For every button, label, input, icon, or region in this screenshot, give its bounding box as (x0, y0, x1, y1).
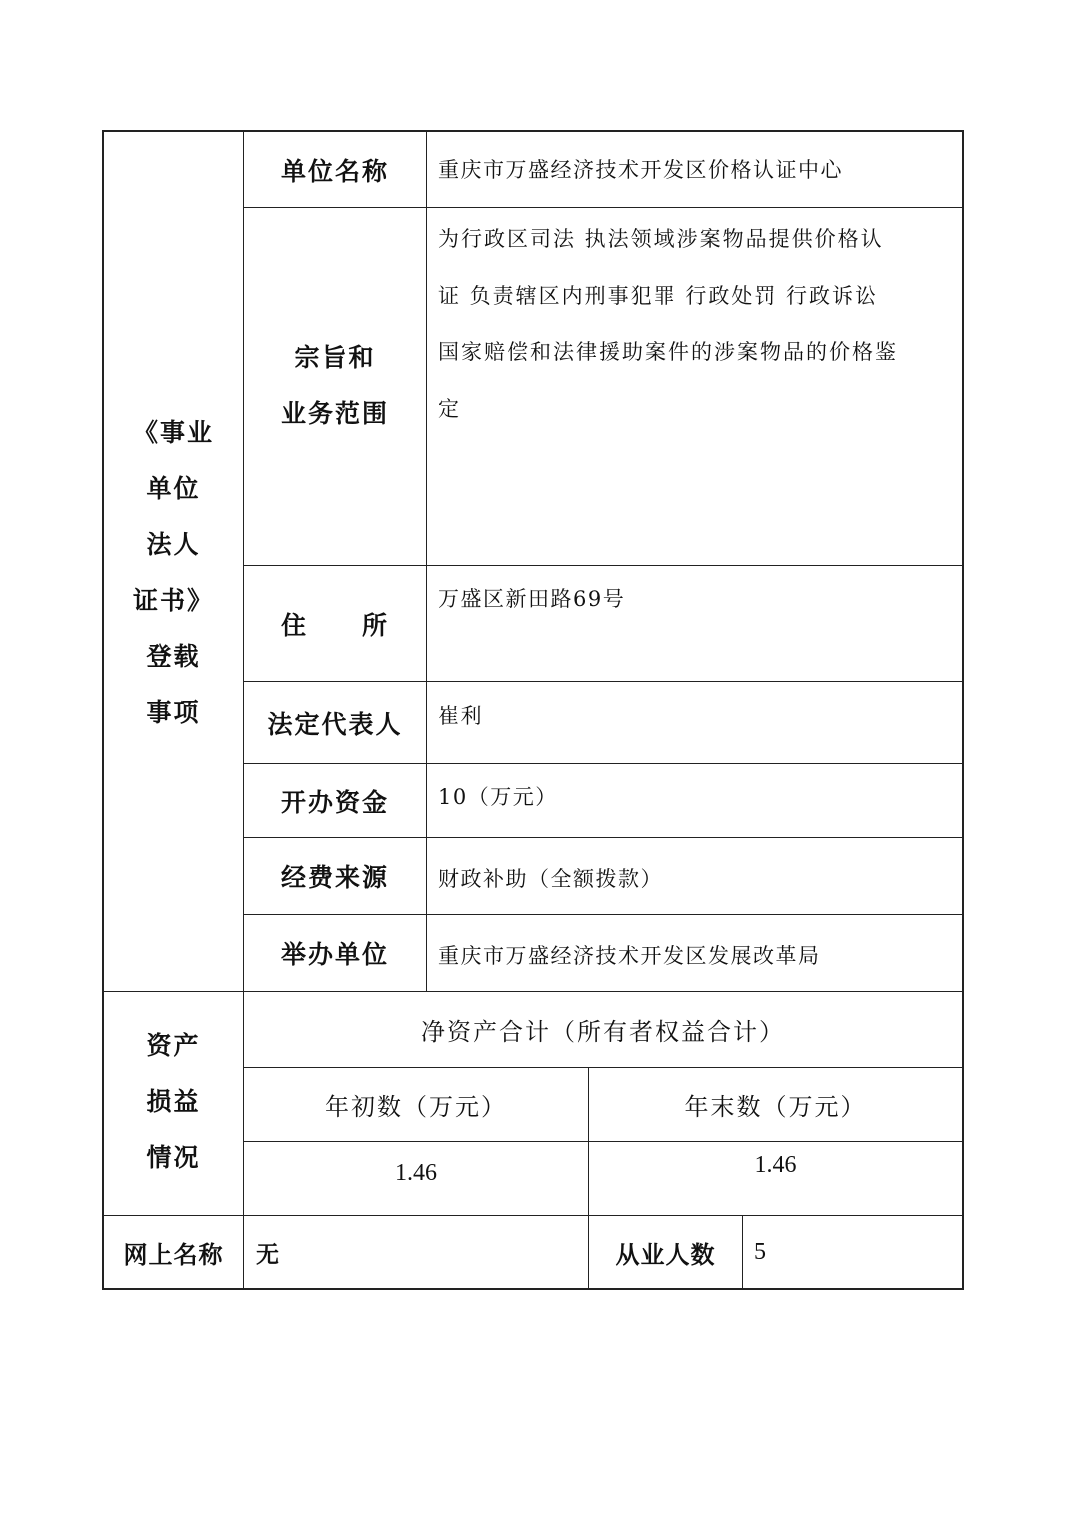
purpose-scope-line: 国家赔偿和法律援助案件的涉案物品的价格鉴 (438, 340, 898, 364)
divider-h9 (243, 1141, 964, 1142)
assets-label-line: 资产 (146, 1031, 201, 1060)
legal-rep-label: 法定代表人 (267, 709, 403, 739)
staff-count-label: 从业人数 (615, 1239, 716, 1269)
purpose-scope-line: 为行政区司法 执法领域涉案物品提供价格认 (438, 227, 884, 251)
table-border-top (102, 130, 964, 132)
purpose-scope-value (438, 211, 958, 437)
year-start-value: 1.46 (395, 1160, 437, 1186)
year-end-value: 1.46 (754, 1152, 797, 1178)
online-name-value: 无 (256, 1240, 279, 1268)
assets-section-label (104, 1018, 243, 1186)
sponsor-value: 重庆市万盛经济技术开发区发展改革局 (438, 944, 821, 968)
assets-label-line: 损益 (146, 1087, 201, 1116)
funding-label: 经费来源 (280, 863, 389, 892)
funding-value: 财政补助（全额拨款） (438, 867, 663, 891)
address-value: 万盛区新田路69号 (438, 587, 626, 611)
registration-label-line: 法人 (146, 530, 201, 559)
unit-name-label: 单位名称 (280, 156, 389, 186)
table-border-bottom (102, 1288, 964, 1290)
online-name-label: 网上名称 (123, 1239, 224, 1269)
assets-label-line: 情况 (146, 1143, 201, 1172)
net-assets-header: 净资产合计（所有者权益合计） (421, 1018, 785, 1046)
capital-label: 开办资金 (280, 787, 389, 817)
registration-table (102, 130, 964, 1290)
table-border-right (962, 130, 964, 1290)
divider-h1 (243, 207, 964, 208)
purpose-scope-line: 定 (438, 396, 461, 421)
registration-label-line: 证书》 (132, 586, 214, 615)
registration-label-line: 事项 (146, 698, 201, 727)
year-start-label: 年初数（万元） (325, 1093, 507, 1121)
purpose-scope-label-line: 业务范围 (280, 399, 389, 428)
address-label: 住 所 (280, 610, 389, 640)
divider-v2 (426, 130, 427, 991)
registration-label-line: 《事业 (132, 418, 214, 447)
sponsor-label: 举办单位 (280, 940, 389, 969)
purpose-scope-label-line: 宗旨和 (294, 343, 376, 372)
registration-label-line: 单位 (146, 474, 201, 503)
legal-rep-value: 崔利 (438, 704, 483, 728)
capital-value: 10（万元） (438, 785, 558, 809)
divider-v4 (742, 1215, 743, 1290)
purpose-scope-label (244, 330, 426, 442)
registration-section-label (104, 405, 243, 741)
staff-count-value: 5 (754, 1238, 766, 1265)
year-end-label: 年末数（万元） (684, 1093, 867, 1121)
unit-name-value: 重庆市万盛经济技术开发区价格认证中心 (438, 158, 843, 182)
registration-label-line: 登载 (146, 642, 201, 671)
purpose-scope-line: 证 负责辖区内刑事犯罪 行政处罚 行政诉讼 (438, 283, 879, 308)
